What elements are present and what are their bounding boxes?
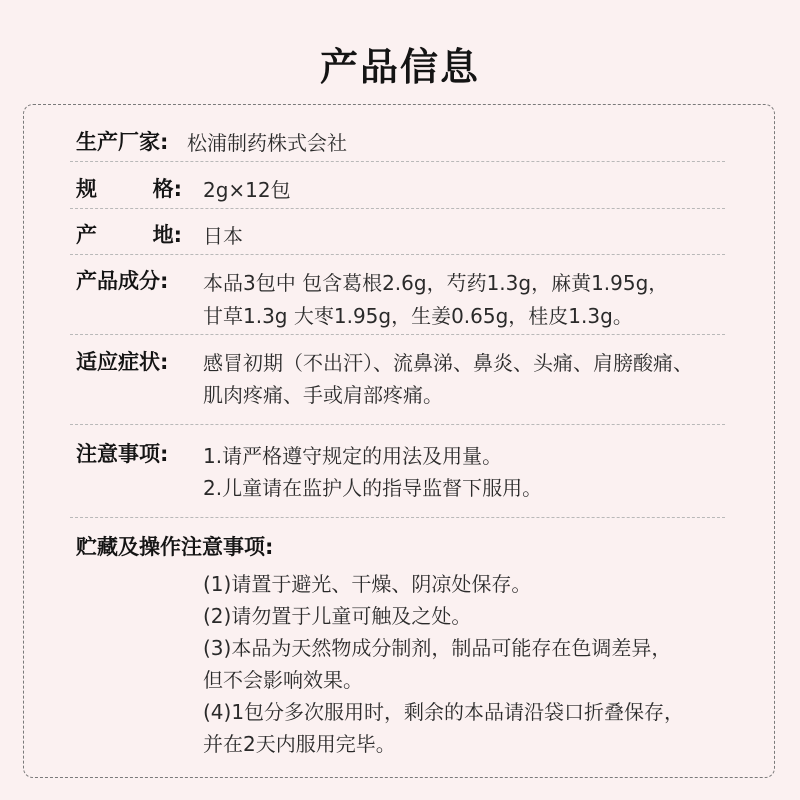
divider [70, 517, 725, 518]
divider [70, 208, 725, 209]
origin-label-char: 产 [76, 223, 97, 247]
indications-line: 感冒初期（不出汗）、流鼻涕、鼻炎、头痛、肩膀酸痛、 [203, 351, 693, 375]
ingredients-line: 甘草1.3g 大枣1.95g，生姜0.65g，桂皮1.3g。 [203, 304, 633, 328]
precautions-label: 注意事项: [76, 442, 169, 466]
precautions-line: 1.请严格遵守规定的用法及用量。 [203, 444, 503, 468]
origin-label [76, 220, 182, 250]
origin-label-char: 地: [152, 223, 182, 247]
divider [70, 424, 725, 425]
spec-label-char: 格: [152, 177, 182, 201]
storage-line: (2)请勿置于儿童可触及之处。 [203, 604, 472, 628]
divider [70, 334, 725, 335]
precautions-value [203, 440, 542, 504]
manufacturer-value: 松浦制药株式会社 [187, 131, 347, 155]
precautions-line: 2.儿童请在监护人的指导监督下服用。 [203, 476, 543, 500]
spec-value: 2g×12包 [203, 178, 291, 202]
manufacturer-label: 生产厂家: [76, 130, 169, 154]
ingredients-line: 本品3包中 包含葛根2.6g，芍药1.3g，麻黄1.95g， [203, 271, 669, 295]
ingredients-value [203, 267, 668, 333]
spec-label [76, 174, 182, 204]
storage-label: 贮藏及操作注意事项: [76, 535, 274, 559]
storage-line: (4)1包分多次服用时，剩余的本品请沿袋口折叠保存， [203, 700, 685, 724]
origin-value: 日本 [203, 224, 243, 248]
storage-line: 但不会影响效果。 [203, 668, 363, 692]
divider [70, 161, 725, 162]
storage-value [203, 568, 684, 760]
indications-line: 肌肉疼痛、手或肩部疼痛。 [203, 383, 443, 407]
page-title: 产品信息 [319, 45, 480, 89]
spec-label-char: 规 [76, 177, 97, 201]
storage-line: (3)本品为天然物成分制剂，制品可能存在色调差异， [203, 636, 672, 660]
storage-line: (1)请置于避光、干燥、阴凉处保存。 [203, 572, 532, 596]
indications-value [203, 347, 693, 411]
indications-label: 适应症状: [76, 350, 169, 374]
ingredients-label: 产品成分: [76, 269, 169, 293]
divider [70, 254, 725, 255]
storage-line: 并在2天内服用完毕。 [203, 732, 396, 756]
